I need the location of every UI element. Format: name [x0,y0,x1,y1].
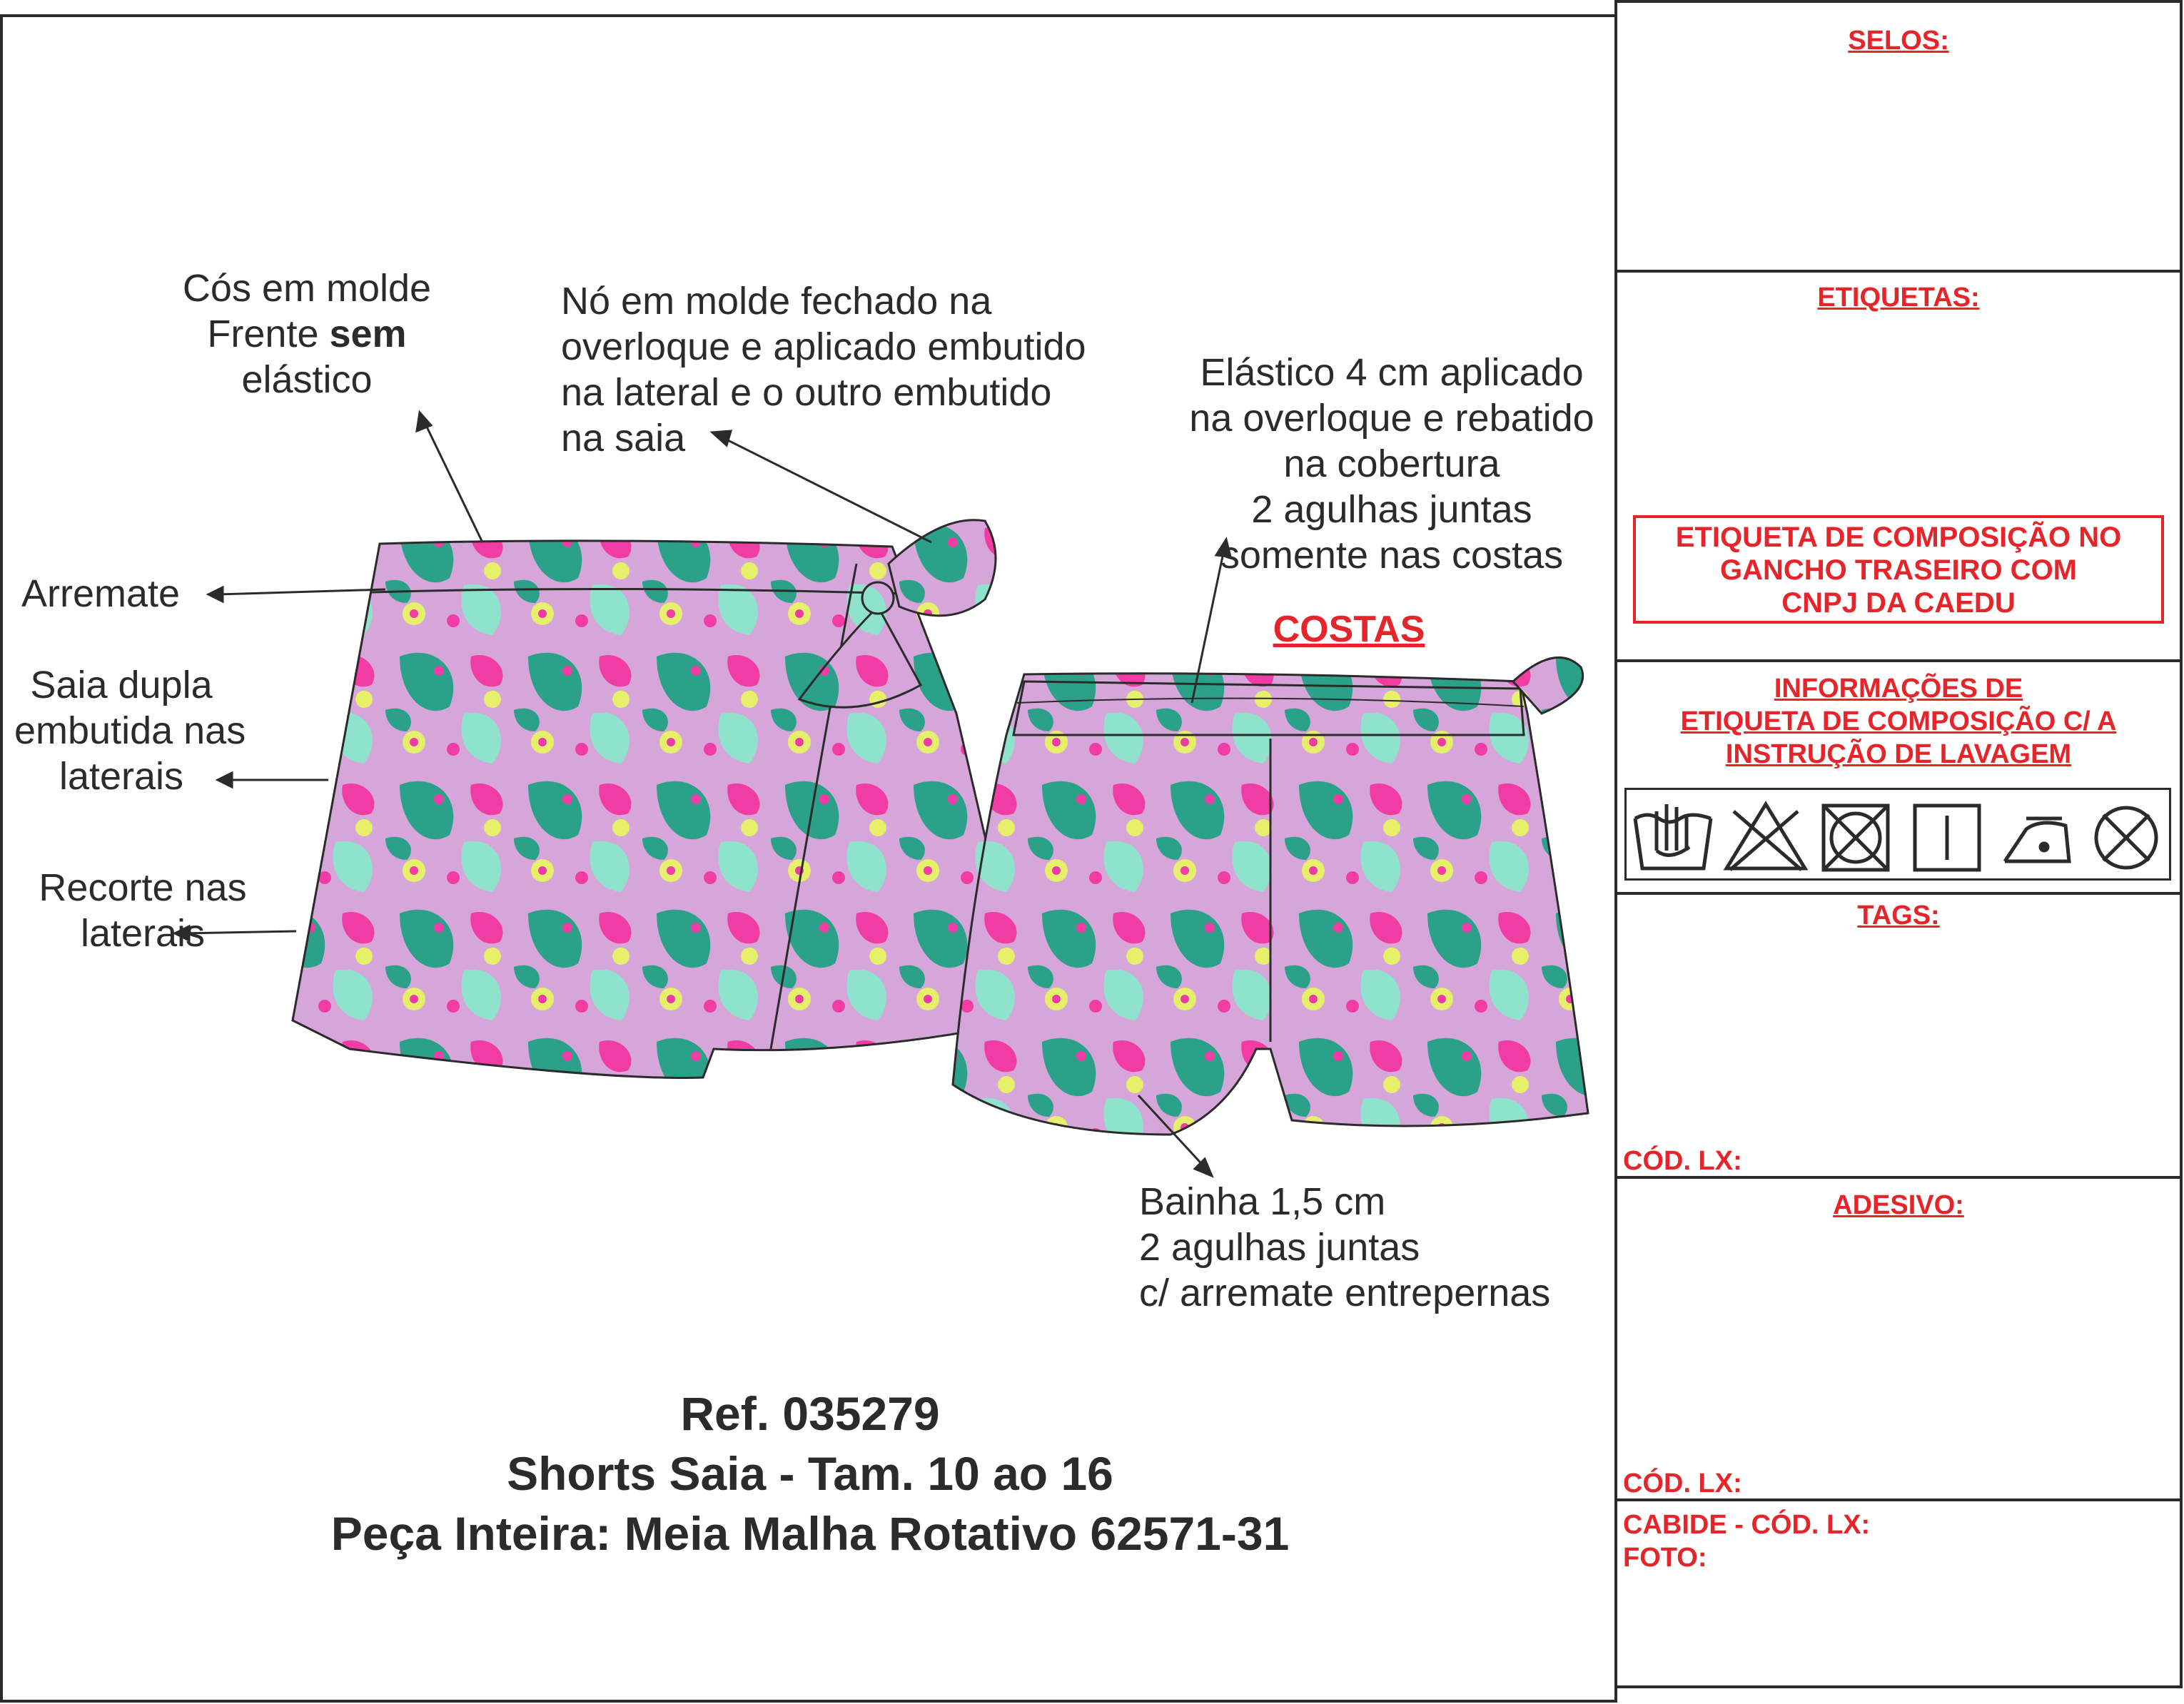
care-symbols [1624,788,2171,881]
cod-lx-label: CÓD. LX: [1623,1146,1742,1176]
note-line: Frente [207,313,330,355]
note-line: na cobertura [1283,442,1500,485]
composition-line: GANCHO TRASEIRO COM [1720,554,2077,586]
note-line: c/ arremate entrepernas [1139,1272,1551,1314]
elastic-waistband [1013,681,1524,735]
tags-heading: TAGS: [1857,901,1940,930]
cos-note [157,265,457,402]
cutout-note [29,865,257,956]
iron-low-icon [2005,818,2069,861]
no-bleach-icon [1727,804,1805,870]
care-symbols-row [1627,790,2169,878]
reference-number: Ref. 035279 [680,1387,940,1440]
arremate-note: Arremate [21,572,181,615]
care-info-heading [1614,672,2183,771]
composition-label-box [1633,515,2164,624]
adesivo-heading: ADESIVO: [1833,1190,1964,1220]
front-shorts [293,541,1028,1078]
note-line: somente nas costas [1220,534,1564,577]
no-dry-clean-icon [2096,808,2156,868]
care-info-line: INSTRUÇÃO DE LAVAGEM [1725,739,2072,769]
emphasis: sem [329,313,407,355]
skirt-note [14,662,246,799]
hand-wash-icon [1635,804,1711,868]
note-line: Nó em molde fechado na [561,280,992,323]
knot-note [561,278,1086,461]
note-line: 2 agulhas juntas [1139,1226,1420,1269]
etiquetas-heading: ETIQUETAS: [1817,283,1980,313]
elastic-note [1171,350,1613,578]
hem-note [1139,1179,1550,1316]
care-info-line: INFORMAÇÕES DE [1774,674,2023,704]
care-info-line: ETIQUETA DE COMPOSIÇÃO C/ A [1680,706,2117,736]
note-line: Cós em molde [182,267,432,310]
foto-label: FOTO: [1623,1543,1707,1573]
note-line: na saia [561,417,686,460]
fabric-spec: Peça Inteira: Meia Malha Rotativo 62571-31 [330,1507,1290,1560]
back-view-label: COSTAS [1273,609,1425,650]
note-line: Saia dupla [30,664,213,706]
front-knot [889,520,996,616]
note-line [157,311,457,357]
note-line: elástico [241,358,373,401]
note-line: embutida nas [14,709,246,752]
note-line: overloque e aplicado embutido [561,325,1086,368]
cod-lx-label: CÓD. LX: [1623,1469,1742,1498]
composition-line: ETIQUETA DE COMPOSIÇÃO NO [1675,522,2122,553]
note-line: laterais [59,755,184,798]
note-line: Elástico 4 cm aplicado [1200,351,1584,394]
note-line: na overloque e rebatido [1189,397,1594,440]
no-tumble-dry-icon [1824,806,1888,870]
composition-line: CNPJ DA CAEDU [1781,587,2016,619]
note-line: 2 agulhas juntas [1251,488,1532,531]
note-line: laterais [80,912,206,955]
cabide-label: CABIDE - CÓD. LX: [1623,1510,1871,1540]
note-line: na lateral e o outro embutido [561,371,1052,414]
note-line: Recorte nas [39,866,247,909]
line-dry-icon [1915,806,1979,870]
product-name: Shorts Saia - Tam. 10 ao 16 [507,1447,1113,1500]
note-line: Bainha 1,5 cm [1139,1180,1386,1223]
selos-heading: SELOS: [1848,26,1949,56]
